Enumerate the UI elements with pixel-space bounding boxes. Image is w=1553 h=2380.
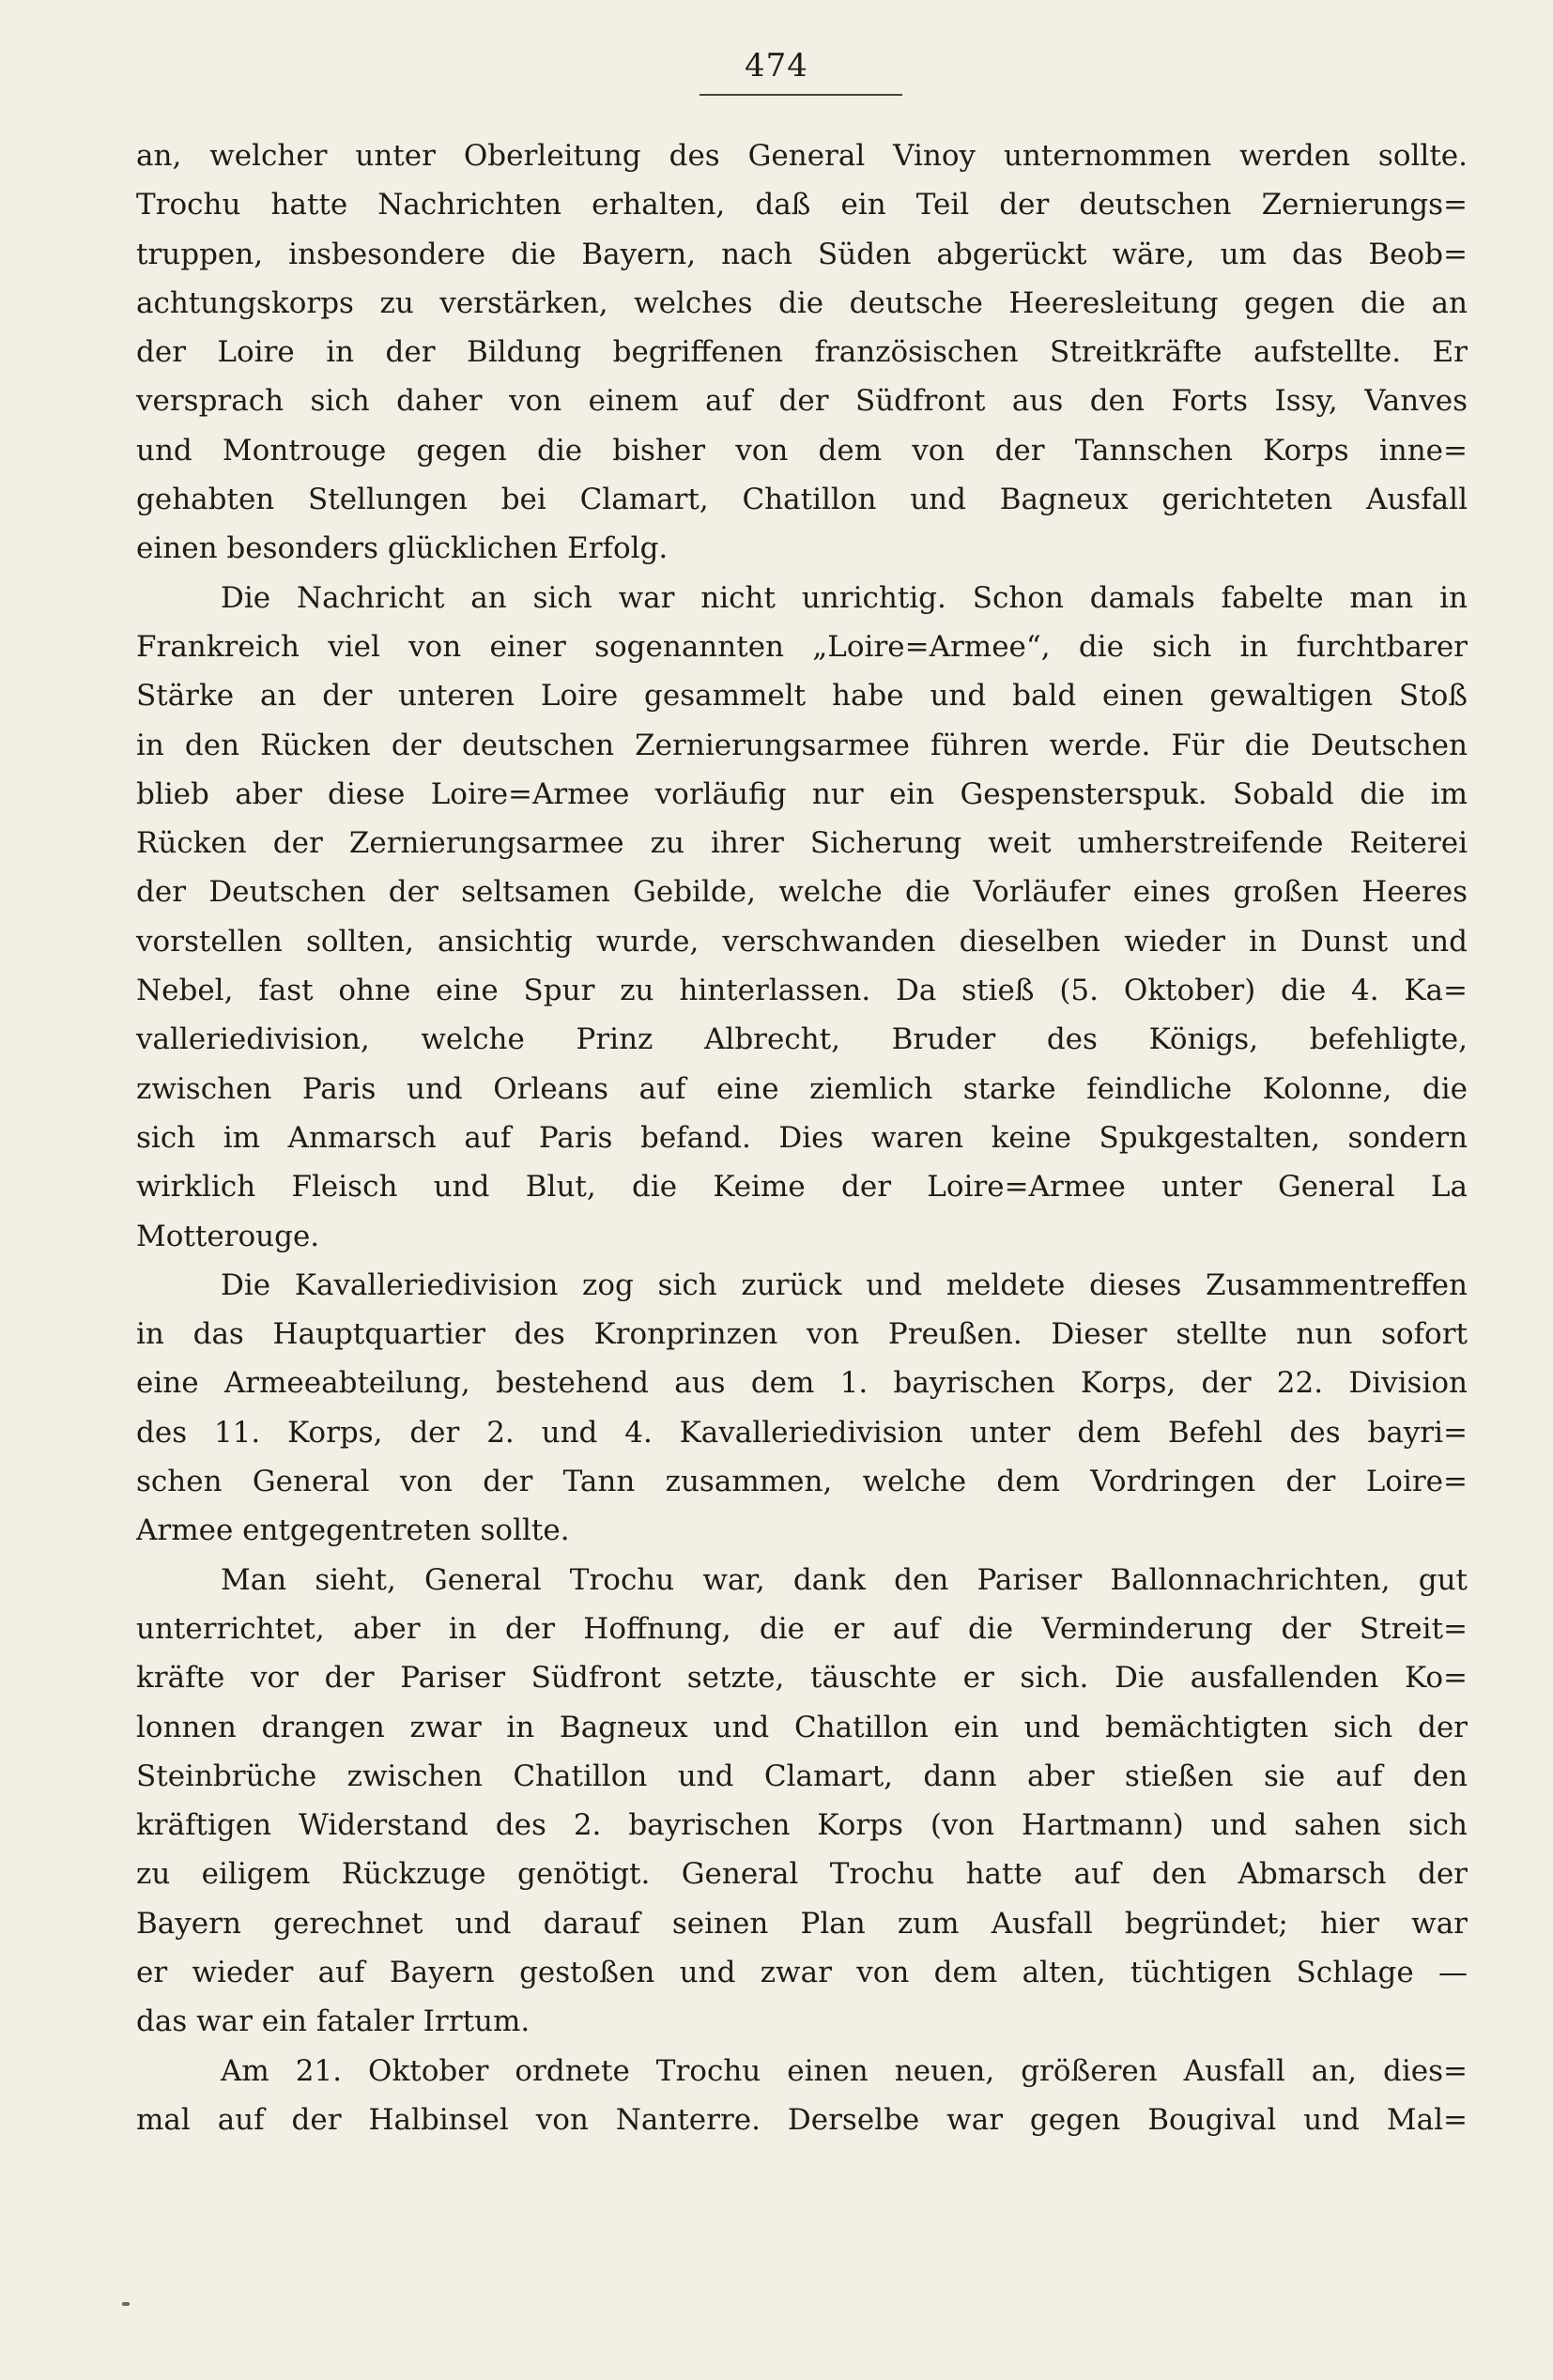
- text-line: truppen, insbesondere die Bayern, nach Süden abgerückt wäre, um das Beob=: [136, 237, 1468, 271]
- text-line: vorstellen sollten, ansichtig wurde, verschwanden dieselben wieder in Dunst und: [136, 924, 1468, 959]
- text-line: mal auf der Halbinsel von Nanterre. Derselbe war gegen Bougival und Mal=: [136, 2102, 1468, 2137]
- text-line: in das Hauptquartier des Kronprinzen von Preußen. Dieser stellte nun sofort: [136, 1317, 1468, 1352]
- paragraph: [136, 131, 1468, 574]
- text-line: er wieder auf Bayern gestoßen und zwar von dem alten, tüchtigen Schlage —: [136, 1955, 1468, 1989]
- page-number: 474: [745, 47, 808, 84]
- text-line: wirklich Fleisch und Blut, die Keime der Loire=Armee unter General La: [136, 1170, 1468, 1205]
- text-line: sich im Anmarsch auf Paris befand. Dies waren keine Spukgestalten, sondern: [136, 1120, 1468, 1155]
- text-line: Frankreich viel von einer sogenannten „Loire=Armee“, die sich in furchtbarer: [136, 629, 1468, 664]
- text-line: Die Nachricht an sich war nicht unrichtig. Schon damals fabelte man in: [221, 580, 1468, 615]
- paragraph: [136, 574, 1468, 1261]
- text-line: Motterouge.: [136, 1219, 320, 1253]
- text-line: Armee entgegentreten sollte.: [136, 1513, 570, 1548]
- text-line: und Montrouge gegen die bisher von dem von der Tannschen Korps inne=: [136, 433, 1468, 468]
- text-line: Die Kavalleriedivision zog sich zurück und meldete dieses Zusammentreffen: [221, 1267, 1468, 1302]
- text-line: des 11. Korps, der 2. und 4. Kavalleriedivision unter dem Befehl des bayri=: [136, 1415, 1468, 1450]
- text-line: Nebel, fast ohne eine Spur zu hinterlassen. Da stieß (5. Oktober) die 4. Ka=: [136, 974, 1468, 1008]
- text-line: Man sieht, General Trochu war, dank den Pariser Ballonnachrichten, gut: [221, 1562, 1468, 1597]
- text-line: Stärke an der unteren Loire gesammelt habe und bald einen gewaltigen Stoß: [136, 679, 1468, 714]
- text-line: einen besonders glücklichen Erfolg.: [136, 531, 669, 566]
- text-line: unterrichtet, aber in der Hoffnung, die er auf die Verminderung der Streit=: [136, 1611, 1468, 1646]
- text-line: schen General von der Tann zusammen, welche dem Vordringen der Loire=: [136, 1465, 1468, 1499]
- text-line: lonnen drangen zwar in Bagneux und Chatillon ein und bemächtigten sich der: [136, 1710, 1468, 1744]
- text-line: das war ein fataler Irrtum.: [136, 2004, 530, 2039]
- text-line: blieb aber diese Loire=Armee vorläufig nur ein Gespensterspuk. Sobald die im: [136, 776, 1468, 811]
- paragraph: [136, 1556, 1468, 2047]
- paragraph: [136, 2047, 1468, 2145]
- text-line: der Deutschen der seltsamen Gebilde, welche die Vorläufer eines großen Heeres: [136, 875, 1468, 910]
- paragraph: [136, 1261, 1468, 1556]
- text-line: valleriedivision, welche Prinz Albrecht, Bruder des Königs, befehligte,: [136, 1022, 1468, 1057]
- text-line: an, welcher unter Oberleitung des General Vinoy unternommen werden sollte.: [136, 139, 1468, 173]
- text-line: in den Rücken der deutschen Zernierungsarmee führen werde. Für die Deutschen: [136, 728, 1468, 762]
- text-line: Steinbrüche zwischen Chatillon und Clamart, dann aber stießen sie auf den: [136, 1758, 1468, 1793]
- text-line: kräfte vor der Pariser Südfront setzte, täuschte er sich. Die ausfallenden Ko=: [136, 1661, 1468, 1696]
- text-line: versprach sich daher von einem auf der Südfront aus den Forts Issy, Vanves: [136, 384, 1468, 419]
- text-line: kräftigen Widerstand des 2. bayrischen Korps (von Hartmann) und sahen sich: [136, 1808, 1468, 1843]
- text-line: achtungskorps zu verstärken, welches die deutsche Heeresleitung gegen die an: [136, 285, 1468, 320]
- page-number-rule: [700, 94, 902, 96]
- text-line: Bayern gerechnet und darauf seinen Plan zum Ausfall begründet; hier war: [136, 1906, 1468, 1941]
- text-line: Am 21. Oktober ordnete Trochu einen neuen, größeren Ausfall an, dies=: [221, 2053, 1468, 2088]
- margin-mark: [122, 2302, 130, 2306]
- text-line: Trochu hatte Nachrichten erhalten, daß ein Teil der deutschen Zernierungs=: [136, 188, 1468, 223]
- text-line: zwischen Paris und Orleans auf eine ziemlich starke feindliche Kolonne, die: [136, 1071, 1468, 1106]
- text-line: gehabten Stellungen bei Clamart, Chatillon und Bagneux gerichteten Ausfall: [136, 483, 1468, 517]
- text-line: Rücken der Zernierungsarmee zu ihrer Sicherung weit umherstreifende Reiterei: [136, 826, 1468, 861]
- text-line: der Loire in der Bildung begriffenen französischen Streitkräfte aufstellte. Er: [136, 335, 1468, 370]
- text-line: eine Armeeabteilung, bestehend aus dem 1. bayrischen Korps, der 22. Division: [136, 1366, 1468, 1401]
- body-text: [136, 131, 1468, 2144]
- text-line: zu eiligem Rückzuge genötigt. General Trochu hatte auf den Abmarsch der: [136, 1857, 1468, 1892]
